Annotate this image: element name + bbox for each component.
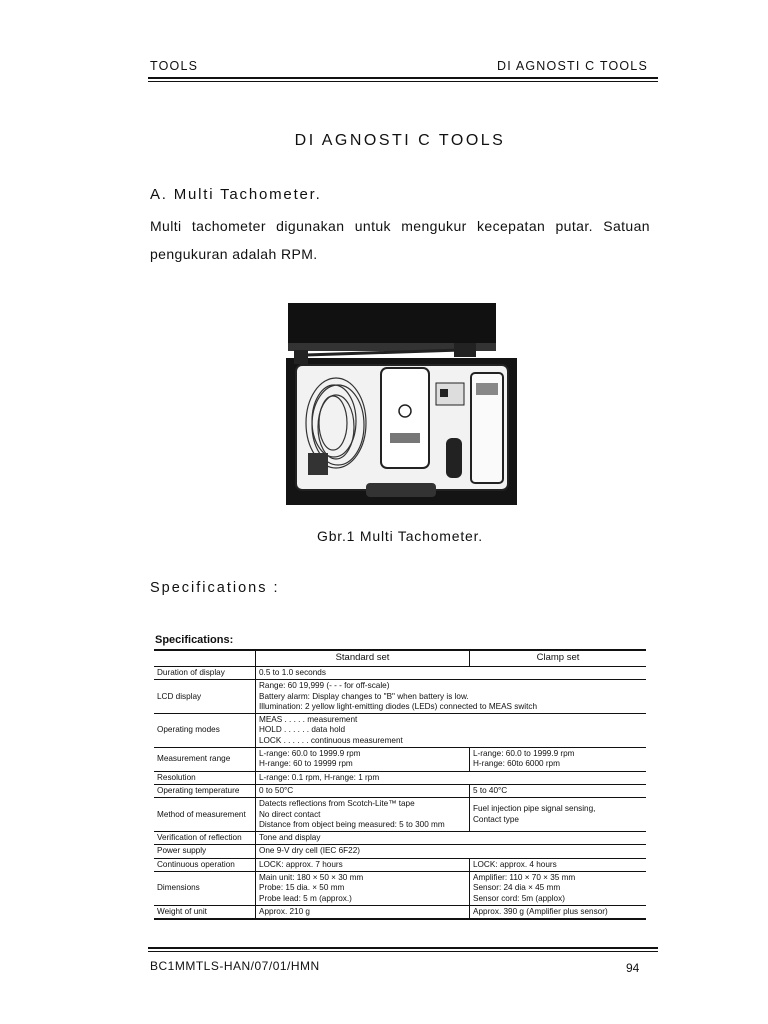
header-right: DI AGNOSTI C TOOLS (496, 59, 648, 73)
column-header: Standard set (256, 650, 470, 667)
spec-standard-value (256, 784, 470, 797)
spec-table-title: Specifications: (155, 634, 234, 646)
spec-standard-value (256, 714, 647, 748)
spec-value-line: Sensor: 24 dia × 45 mm (473, 883, 561, 893)
spec-label: Measurement range (154, 748, 256, 772)
spec-value-line: 0 to 50°C (259, 785, 294, 795)
spec-label: Operating temperature (154, 784, 256, 797)
spec-standard-value (256, 798, 470, 832)
spec-clamp-value (470, 905, 647, 919)
spec-label: LCD display (154, 680, 256, 714)
spec-value-line: L-range: 0.1 rpm, H-range: 1 rpm (259, 772, 380, 782)
spec-standard-value (256, 680, 647, 714)
specifications-heading: Specifications : (150, 580, 280, 596)
spec-standard-value (256, 905, 470, 919)
spec-label: Operating modes (154, 714, 256, 748)
spec-value-line: Fuel injection pipe signal sensing, (473, 804, 596, 814)
spec-value-line: Approx. 210 g (259, 906, 310, 916)
section-paragraph: Multi tachometer digunakan untuk mengukur kecepatan putar. Satuan pengukuran adalah RPM. (150, 218, 650, 262)
spec-standard-value (256, 872, 470, 906)
table-row (154, 832, 646, 845)
table-row (154, 680, 646, 714)
footer-rule-thin (148, 951, 658, 952)
page-title: DI AGNOSTI C TOOLS (294, 132, 506, 149)
spec-label: Resolution (154, 771, 256, 784)
spec-value-line: LOCK: approx. 4 hours (473, 859, 557, 869)
column-header (154, 650, 256, 667)
table-row (154, 858, 646, 871)
spec-value-line: Illumination: 2 yellow light-emitting diodes (LEDs) connected to MEAS switch (259, 701, 538, 711)
spec-standard-value (256, 832, 647, 845)
table-row (154, 845, 646, 858)
spec-standard-value (256, 748, 470, 772)
spec-value-line: MEAS . . . . . measurement (259, 715, 358, 725)
spec-clamp-value (470, 748, 647, 772)
spec-standard-value (256, 858, 470, 871)
spec-table-header-row (154, 650, 646, 667)
table-row (154, 784, 646, 797)
spec-label: Method of measurement (154, 798, 256, 832)
figure-caption: Gbr.1 Multi Tachometer. (317, 528, 483, 544)
spec-value-line: LOCK: approx. 7 hours (259, 859, 343, 869)
spec-value-line: HOLD . . . . . . data hold (259, 725, 346, 735)
spec-value-line: LOCK . . . . . . continuous measurement (259, 735, 403, 745)
spec-table (154, 649, 646, 920)
spec-label: Power supply (154, 845, 256, 858)
spec-standard-value (256, 667, 647, 680)
header-left: TOOLS (150, 59, 199, 73)
column-header: Clamp set (470, 650, 647, 667)
spec-value-line: Distance from object being measured: 5 to 300 mm (259, 819, 445, 829)
page-number: 94 (626, 961, 640, 975)
spec-label: Continuous operation (154, 858, 256, 871)
spec-table-body (154, 667, 646, 920)
spec-value-line: Sensor cord: 5m (applox) (473, 893, 565, 903)
footer-rule (148, 947, 658, 949)
table-row (154, 771, 646, 784)
spec-value-line: Amplifier: 110 × 70 × 35 mm (473, 873, 576, 883)
spec-value-line: Approx. 390 g (Amplifier plus sensor) (473, 906, 608, 916)
spec-standard-value (256, 845, 647, 858)
table-row (154, 667, 646, 680)
header-rule-thin (148, 81, 658, 82)
spec-value-line: 5 to 40°C (473, 785, 508, 795)
spec-value-line: Probe lead: 5 m (approx.) (259, 893, 352, 903)
table-row (154, 714, 646, 748)
spec-value-line: No direct contact (259, 809, 321, 819)
spec-label: Weight of unit (154, 905, 256, 919)
header-rule (148, 77, 658, 79)
spec-value-line: One 9-V dry cell (IEC 6F22) (259, 846, 361, 856)
table-row (154, 905, 646, 919)
spec-value-line: L-range: 60.0 to 1999.9 rpm (259, 749, 361, 759)
spec-value-line: Datects reflections from Scotch-Lite™ tape (259, 799, 415, 809)
spec-value-line: Tone and display (259, 833, 321, 843)
spec-clamp-value (470, 798, 647, 832)
spec-label: Verification of reflection (154, 832, 256, 845)
multi-tachometer-photo (286, 303, 517, 505)
table-row (154, 872, 646, 906)
spec-clamp-value (470, 784, 647, 797)
spec-value-line: Range: 60 19,999 (- - - for off-scale) (259, 681, 390, 691)
spec-value-line: Main unit: 180 × 50 × 30 mm (259, 873, 364, 883)
document-code: BC1MMTLS-HAN/07/01/HMN (150, 959, 320, 973)
spec-value-line: H-range: 60 to 19999 rpm (259, 759, 353, 769)
spec-value-line: Probe: 15 dia. × 50 mm (259, 883, 345, 893)
spec-value-line: L-range: 60.0 to 1999.9 rpm (473, 749, 575, 759)
section-heading: A. Multi Tachometer. (150, 186, 322, 203)
spec-clamp-value (470, 858, 647, 871)
spec-clamp-value (470, 872, 647, 906)
spec-value-line: H-range: 60to 6000 rpm (473, 759, 560, 769)
spec-value-line: 0.5 to 1.0 seconds (259, 668, 326, 677)
spec-label: Duration of display (154, 667, 256, 680)
spec-standard-value (256, 771, 647, 784)
spec-value-line: Battery alarm: Display changes to "B" when battery is low. (259, 691, 469, 701)
table-row (154, 748, 646, 772)
spec-label: Dimensions (154, 872, 256, 906)
spec-value-line: Contact type (473, 814, 519, 824)
table-row (154, 798, 646, 832)
